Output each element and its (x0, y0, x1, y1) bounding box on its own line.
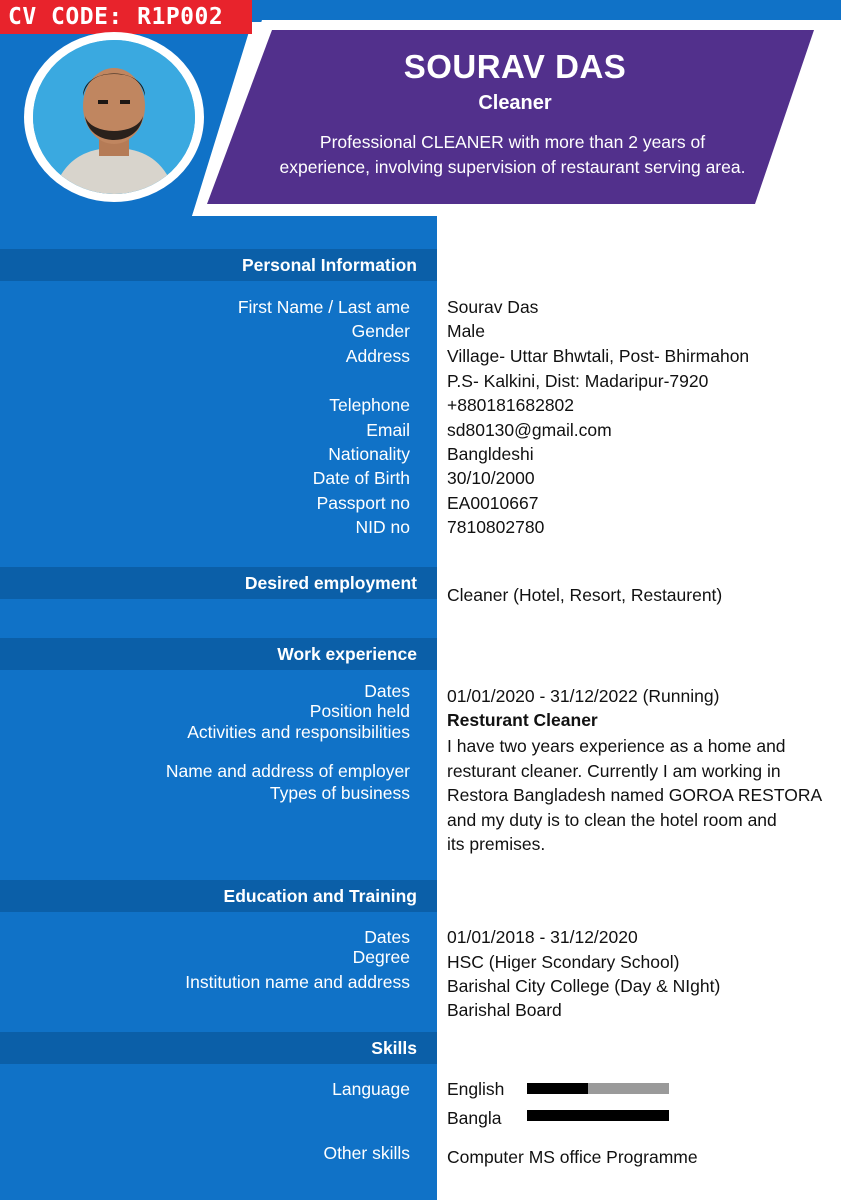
value-desired-employment: Cleaner (Hotel, Resort, Restaurent) (447, 585, 723, 605)
language-level-bar-bangla (527, 1110, 669, 1121)
value-email: sd80130@gmail.com (447, 420, 612, 440)
label-telephone: Telephone (329, 395, 410, 415)
label-nationality: Nationality (328, 444, 410, 464)
language-name-english: English (447, 1079, 505, 1099)
value-address-line1: Village- Uttar Bhwtali, Post- Bhirmahon (447, 346, 750, 366)
section-personal-information (0, 249, 437, 281)
level-remainder (588, 1083, 669, 1094)
description-line: its premises. (447, 834, 546, 854)
label-email: Email (366, 420, 410, 440)
label-nid: NID no (355, 517, 410, 537)
value-degree: HSC (Higer Scondary School) (447, 952, 680, 972)
section-title: Work experience (277, 644, 417, 664)
value-date-of-birth: 30/10/2000 (447, 468, 535, 488)
value-work-dates: 01/01/2020 - 31/12/2022 (Running) (447, 686, 720, 706)
candidate-role: Cleaner (478, 92, 552, 114)
label-employer: Name and address of employer (165, 761, 410, 781)
description-line: Restora Bangladesh named GOROA RESTORA (447, 785, 823, 805)
profile-photo (33, 40, 195, 194)
candidate-name: SOURAV DAS (403, 48, 627, 85)
label-institution: Institution name and address (185, 972, 410, 992)
section-work-experience (0, 638, 437, 670)
section-title: Personal Information (241, 255, 417, 275)
value-other-skills: Computer MS office Programme (447, 1147, 698, 1167)
label-gender: Gender (351, 321, 410, 341)
value-edu-dates: 01/01/2018 - 31/12/2020 (447, 927, 638, 947)
value-nationality: Bangldeshi (447, 444, 534, 464)
label-name: First Name / Last ame (237, 297, 410, 317)
language-level-bar-english (527, 1083, 669, 1094)
section-education (0, 880, 437, 912)
description-line: and my duty is to clean the hotel room and (447, 809, 777, 830)
section-title: Skills (371, 1038, 417, 1058)
label-passport: Passport no (316, 493, 410, 513)
section-desired-employment (0, 567, 437, 599)
description-line: I have two years experience as a home and (447, 736, 786, 756)
profile-summary (240, 130, 785, 180)
value-passport: EA0010667 (447, 493, 539, 513)
value-address-line2: P.S- Kalkini, Dist: Madaripur-7920 (447, 371, 709, 391)
description-line: resturant cleaner. Currently I am working in (447, 760, 781, 781)
label-position: Position held (309, 701, 410, 721)
label-work-dates: Dates (364, 681, 410, 701)
label-other-skills: Other skills (323, 1143, 410, 1163)
value-name: Sourav Das (447, 297, 539, 317)
value-gender: Male (447, 321, 485, 341)
label-degree: Degree (352, 947, 410, 967)
value-institution: Barishal City College (Day & NIght) (447, 976, 721, 996)
language-name-bangla: Bangla (447, 1108, 502, 1128)
summary-line: Professional CLEANER with more than 2 years of (319, 132, 706, 152)
value-nid: 7810802780 (447, 517, 545, 537)
label-activities: Activities and responsibilities (187, 722, 410, 742)
label-language: Language (332, 1079, 410, 1099)
label-address: Address (345, 346, 410, 366)
value-position: Resturant Cleaner (447, 710, 598, 730)
section-title: Education and Training (223, 886, 417, 906)
label-date-of-birth: Date of Birth (312, 468, 410, 488)
value-board: Barishal Board (447, 1000, 562, 1020)
value-telephone: +880181682802 (447, 395, 575, 415)
work-description (447, 734, 832, 857)
label-business-type: Types of business (269, 783, 410, 803)
cv-code-badge: CV CODE: R1P002 (0, 0, 252, 34)
label-edu-dates: Dates (364, 927, 410, 947)
summary-line: experience, involving supervision of restaurant serving area. (279, 157, 746, 177)
section-skills (0, 1032, 437, 1064)
section-title: Desired employment (244, 573, 417, 593)
